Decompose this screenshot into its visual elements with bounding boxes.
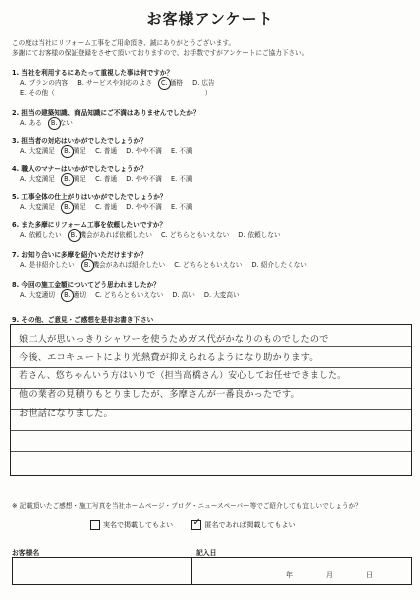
ruled-line	[11, 451, 411, 452]
real-name-checkbox[interactable]	[90, 520, 100, 530]
option[interactable]: B. サービスや対応のよさ	[77, 79, 152, 87]
options	[12, 174, 412, 184]
question-1	[12, 68, 412, 98]
handwritten-line: 娘二人が思いっきりシャワーを使うためガス代がかなりのものでしたので	[19, 334, 329, 345]
question-text: 3. 担当者の対応はいかがでしたでしょうか？	[12, 137, 147, 145]
option-selected[interactable]: B. 機会があれば紹介したい	[83, 261, 166, 269]
option[interactable]: A. 是非紹介したい	[20, 261, 75, 269]
option[interactable]: D. 依頼しない	[238, 231, 281, 239]
option-selected[interactable]: B. 適切	[64, 291, 86, 299]
option[interactable]: A. 大変満足	[20, 203, 55, 211]
form-title: お客様アンケート	[146, 10, 274, 28]
option[interactable]: D. 大変高い	[203, 291, 240, 299]
option[interactable]: C. 普通	[95, 175, 118, 183]
day-label: 日	[366, 571, 373, 579]
question-text: 6. また多摩にリフォーム工事を依頼したいですか？	[12, 221, 167, 229]
publication-notice: ※ 記載頂いたご感想・施工写真を当社ホームページ・ブログ・ニュースペーパー等でご紹介しても宜しいでしょうか？	[12, 502, 362, 510]
date-label: 記入日	[196, 549, 217, 557]
question-text: 7. お知り合いに多摩を紹介いただけますか？	[12, 251, 147, 259]
option[interactable]: D. 高い	[172, 291, 195, 299]
question-text: 4. 職人のマナーはいかがでしたでしょうか？	[12, 165, 147, 173]
question-4	[12, 164, 412, 184]
options	[12, 146, 412, 156]
question-text: 1. 当社を利用するにあたって重視した事は何ですか？	[12, 69, 174, 77]
option[interactable]: C. どちらともいえない	[174, 261, 243, 269]
option[interactable]: A. 大変適切	[20, 291, 55, 299]
option[interactable]: A. 大変満足	[20, 147, 55, 155]
question-9-text: 9. その他、ご意見・ご感想を是非お書き下さい	[12, 316, 154, 324]
question-text: 5. 工事全体の仕上がりはいかがでしたでしょうか？	[12, 193, 167, 201]
option[interactable]: C. 普通	[95, 203, 118, 211]
option-selected[interactable]: C. 価格	[161, 79, 184, 87]
option-selected[interactable]: B. 満足	[64, 175, 86, 183]
option[interactable]: C. どちらともいえない	[95, 291, 164, 299]
consent-options	[90, 520, 295, 530]
intro-text	[12, 38, 412, 58]
question-text: 8. 今回の施工金額についてどう思われましたか？	[12, 281, 160, 289]
question-8	[12, 280, 412, 300]
year-label: 年	[286, 571, 293, 579]
options	[12, 78, 412, 88]
handwritten-line: お世話になりました。	[19, 408, 113, 419]
option-selected[interactable]: B. ない	[50, 119, 73, 127]
option[interactable]: A. ある	[20, 119, 42, 127]
option[interactable]: D. やや不満	[126, 203, 162, 211]
comment-box[interactable]	[10, 324, 412, 476]
option-selected[interactable]: B. 満足	[64, 147, 86, 155]
question-2	[12, 108, 412, 128]
option[interactable]: D. 紹介したくない	[251, 261, 307, 269]
option[interactable]: E. 不満	[170, 147, 193, 155]
ruled-line	[11, 346, 411, 347]
anonymous-label: 匿名であれば掲載してもよい	[204, 521, 296, 529]
option[interactable]: D. やや不満	[126, 175, 162, 183]
other-close: ）	[204, 89, 212, 97]
option-selected[interactable]: B. 機会があれば依頼したい	[70, 231, 152, 239]
ruled-line	[11, 430, 411, 431]
option[interactable]: E. 不満	[170, 175, 193, 183]
options	[12, 118, 412, 128]
question-7	[12, 250, 412, 270]
option[interactable]: D. 広告	[192, 79, 215, 87]
real-name-label: 実名で掲載してもよい	[103, 521, 173, 529]
options	[12, 202, 412, 212]
customer-name-label: お客様名	[12, 549, 40, 557]
other-label[interactable]: E. その他（	[20, 89, 55, 97]
option-selected[interactable]: B. 満足	[64, 203, 86, 211]
option[interactable]: C. どちらともいえない	[161, 231, 230, 239]
handwritten-line: 今後、エコキュートにより光熱費が抑えられるようになり助かります。	[19, 352, 319, 363]
handwritten-line: 若さん、悠ちゃんいう方はいりで（担当高橋さん）安心してお任せできました。	[19, 371, 347, 381]
options-other	[12, 88, 412, 98]
option[interactable]: A. プランの内容	[20, 79, 69, 87]
option[interactable]: E. 不満	[170, 203, 193, 211]
options	[12, 230, 412, 240]
option[interactable]: A. 依頼したい	[20, 231, 62, 239]
question-text: 2. 担当の建築知識、商品知識にご不満はありませんでしたか？	[12, 109, 200, 117]
question-6	[12, 220, 412, 240]
question-3	[12, 136, 412, 156]
question-5	[12, 192, 412, 212]
signature-box[interactable]	[12, 557, 412, 585]
anonymous-checkbox[interactable]	[191, 520, 201, 530]
options	[12, 290, 412, 300]
divider	[191, 558, 192, 584]
options	[12, 260, 412, 270]
option[interactable]: D. やや不満	[126, 147, 162, 155]
handwritten-line: 他の業者の見積りもとりましたが、多摩さんが一番良かったです。	[19, 389, 300, 400]
option[interactable]: A. 大変満足	[20, 175, 55, 183]
option[interactable]: C. 普通	[95, 147, 118, 155]
intro-line: 多謝にてお客様の保証登録をさせて頂いておりますので、お手数ですがアンケートにご協力下さい。	[12, 49, 309, 57]
month-label: 月	[326, 571, 333, 579]
intro-line: この度は当社にリフォーム工事をご用命頂き、誠にありがとうございます。	[12, 39, 236, 47]
